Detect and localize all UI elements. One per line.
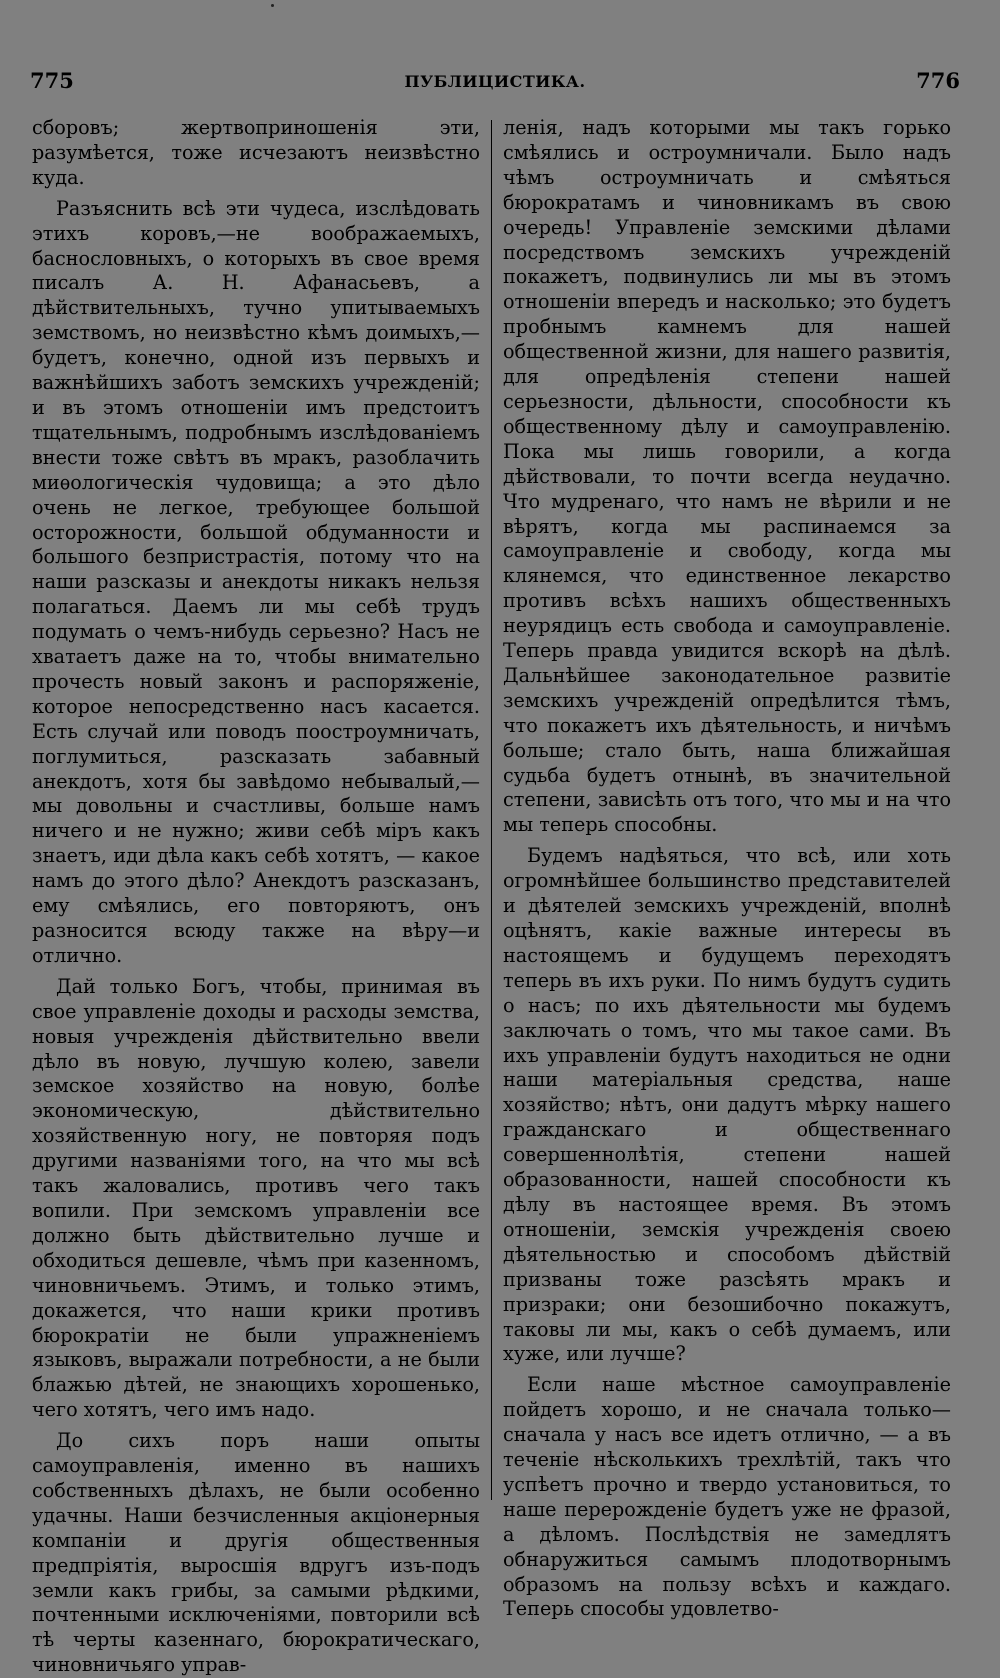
page-number-left: 775 <box>30 68 74 93</box>
ink-speck <box>271 4 274 7</box>
running-title: ПУБЛИЦИСТИКА. <box>404 72 586 91</box>
page-header <box>30 68 960 102</box>
paragraph: До сихъ поръ наши опыты самоуправленія, именно въ нашихъ собственныхъ дѣлахъ, не были особенно удачны. Наши безчисленныя акціонерныя компаніи и другія общественныя предпріятія, выросшія вдругъ изъ-подъ земли какъ грибы, за самыми рѣдкими, почтенными исключеніями, повторили всѣ тѣ черты казеннаго, бюрократическаго, чиновничьяго управ- <box>32 1429 480 1677</box>
paragraph: Дай только Богъ, чтобы, принимая въ свое управленіе доходы и расходы земства, новыя учрежденія дѣйствительно ввели дѣло въ новую, лучшую колею, завели земское хозяйство на новую, болѣе экономическую, дѣйствительно хозяйственную ногу, не повторяя подъ другими названіями того, на что мы всѣ такъ жаловались, противъ чего такъ вопили. При земскомъ управленіи все должно быть дѣйствительно лучше и обходиться дешевле, чѣмъ при казенномъ, чиновничьемъ. Этимъ, и только этимъ, докажется, что наши крики противъ бюрократіи не были упражненіемъ языковъ, выражали потребности, а не были блажью дѣтей, не знающихъ хорошенько, чего хотятъ, чего имъ надо. <box>32 974 480 1422</box>
paragraph: ленія, надъ которыми мы такъ горько смѣялись и остроумничали. Было надъ чѣмъ остроумничать и смѣяться бюрократамъ и чиновникамъ въ свою очередь! Управленіе земскими дѣлами посредствомъ земскихъ учрежденій покажетъ, подвинулись ли мы въ этомъ отношеніи впередъ и насколько; это будетъ пробнымъ камнемъ для нашей общественной жизни, для нашего развитія, для опредѣленія степени нашей серьезности, дѣльности, способности къ общественному дѣлу и самоуправленію. Пока мы лишь говорили, а когда дѣйствовали, то почти всегда неудачно. Что мудренаго, что намъ не вѣрили и не вѣрятъ, когда мы распинаемся за самоуправленіе и свободу, когда мы клянемся, что единственное лекарство противъ всѣхъ нашихъ общественныхъ неурядицъ есть свобода и самоуправленіе. Теперь правда увидится вскорѣ на дѣлѣ. Дальнѣйшее законодательное развитіе земскихъ учрежденій опредѣлится тѣмъ, что покажетъ ихъ дѣятельность, и ничѣмъ больше; стало быть, наша ближайшая судьба будетъ отнынѣ, въ значительной степени, зависѣть отъ того, что мы и на что мы теперь способны. <box>503 116 951 837</box>
right-column <box>503 116 951 1621</box>
paragraph: Разъяснить всѣ эти чудеса, изслѣдовать этихъ коровъ,—не воображаемыхъ, баснословныхъ, о которыхъ въ свое время писалъ А. Н. Афанасьевъ, а дѣйствительныхъ, тучно упитываемыхъ земствомъ, но неизвѣстно кѣмъ доимыхъ,—будетъ, конечно, одной изъ первыхъ и важнѣйшихъ заботъ земскихъ учрежденій; и въ этомъ отношеніи имъ предстоитъ тщательнымъ, подробнымъ изслѣдованіемъ внести тоже свѣтъ въ мракъ, разоблачить миѳологическія чудовища; а это дѣло очень не легкое, требующее большой осторожности, большой обдуманности и большого безпристрастія, потому что на наши разсказы и анекдоты никакъ нельзя полагаться. Даемъ ли мы себѣ трудъ подумать о чемъ-нибудь серьезно? Насъ не хватаетъ даже на то, чтобы внимательно прочесть новый законъ и распоряженіе, которое непосредственно насъ касается. Есть случай или поводъ поостроумничать, поглумиться, разсказать забавный анекдотъ, хотя бы завѣдомо небывалый,—мы довольны и счастливы, больше намъ ничего и не нужно; живи себѣ міръ какъ знаетъ, иди дѣла какъ себѣ хотятъ, — какое намъ до этого дѣло? Анекдотъ разсказанъ, ему смѣялись, его повторяютъ, онъ разносится всюду также на вѣру—и отлично. <box>32 196 480 967</box>
paragraph: Если наше мѣстное самоуправленіе пойдетъ хорошо, и не сначала только—сначала у насъ все идетъ отлично, — а въ теченіе нѣсколькихъ трехлѣтій, такъ что успѣетъ прочно и твердо установиться, то наше перерожденіе будетъ уже не фразой, а дѣломъ. Послѣдствія не замедлятъ обнаружиться самымъ плодотворнымъ образомъ на пользу всѣхъ и каждаго. Теперь способы удовлетво- <box>503 1373 951 1621</box>
column-divider <box>491 120 492 1500</box>
paragraph: Будемъ надѣяться, что всѣ, или хоть огромнѣйшее большинство представителей и дѣятелей земскихъ учрежденій, вполнѣ оцѣнятъ, какіе важные интересы въ настоящемъ и будущемъ переходятъ теперь въ ихъ руки. По нимъ будутъ судить о насъ; по ихъ дѣятельности мы будемъ заключать о томъ, что мы такое сами. Въ ихъ управленіи будутъ находиться не одни наши матеріальныя средства, наше хозяйство; нѣтъ, они дадутъ мѣрку нашего гражданскаго и общественнаго совершеннолѣтія, степени нашей образованности, нашей способности къ дѣлу въ настоящее время. Въ этомъ отношеніи, земскія учрежденія своею дѣятельностью и способомъ дѣйствій призваны тоже разсѣять мракъ и призраки; они безошибочно покажутъ, таковы ли мы, какъ о себѣ думаемъ, или хуже, или лучше? <box>503 844 951 1366</box>
paragraph: сборовъ; жертвоприношенія эти, разумѣется, тоже исчезаютъ неизвѣстно куда. <box>32 116 480 189</box>
left-column <box>32 116 480 1677</box>
page-number-right: 776 <box>916 68 960 93</box>
